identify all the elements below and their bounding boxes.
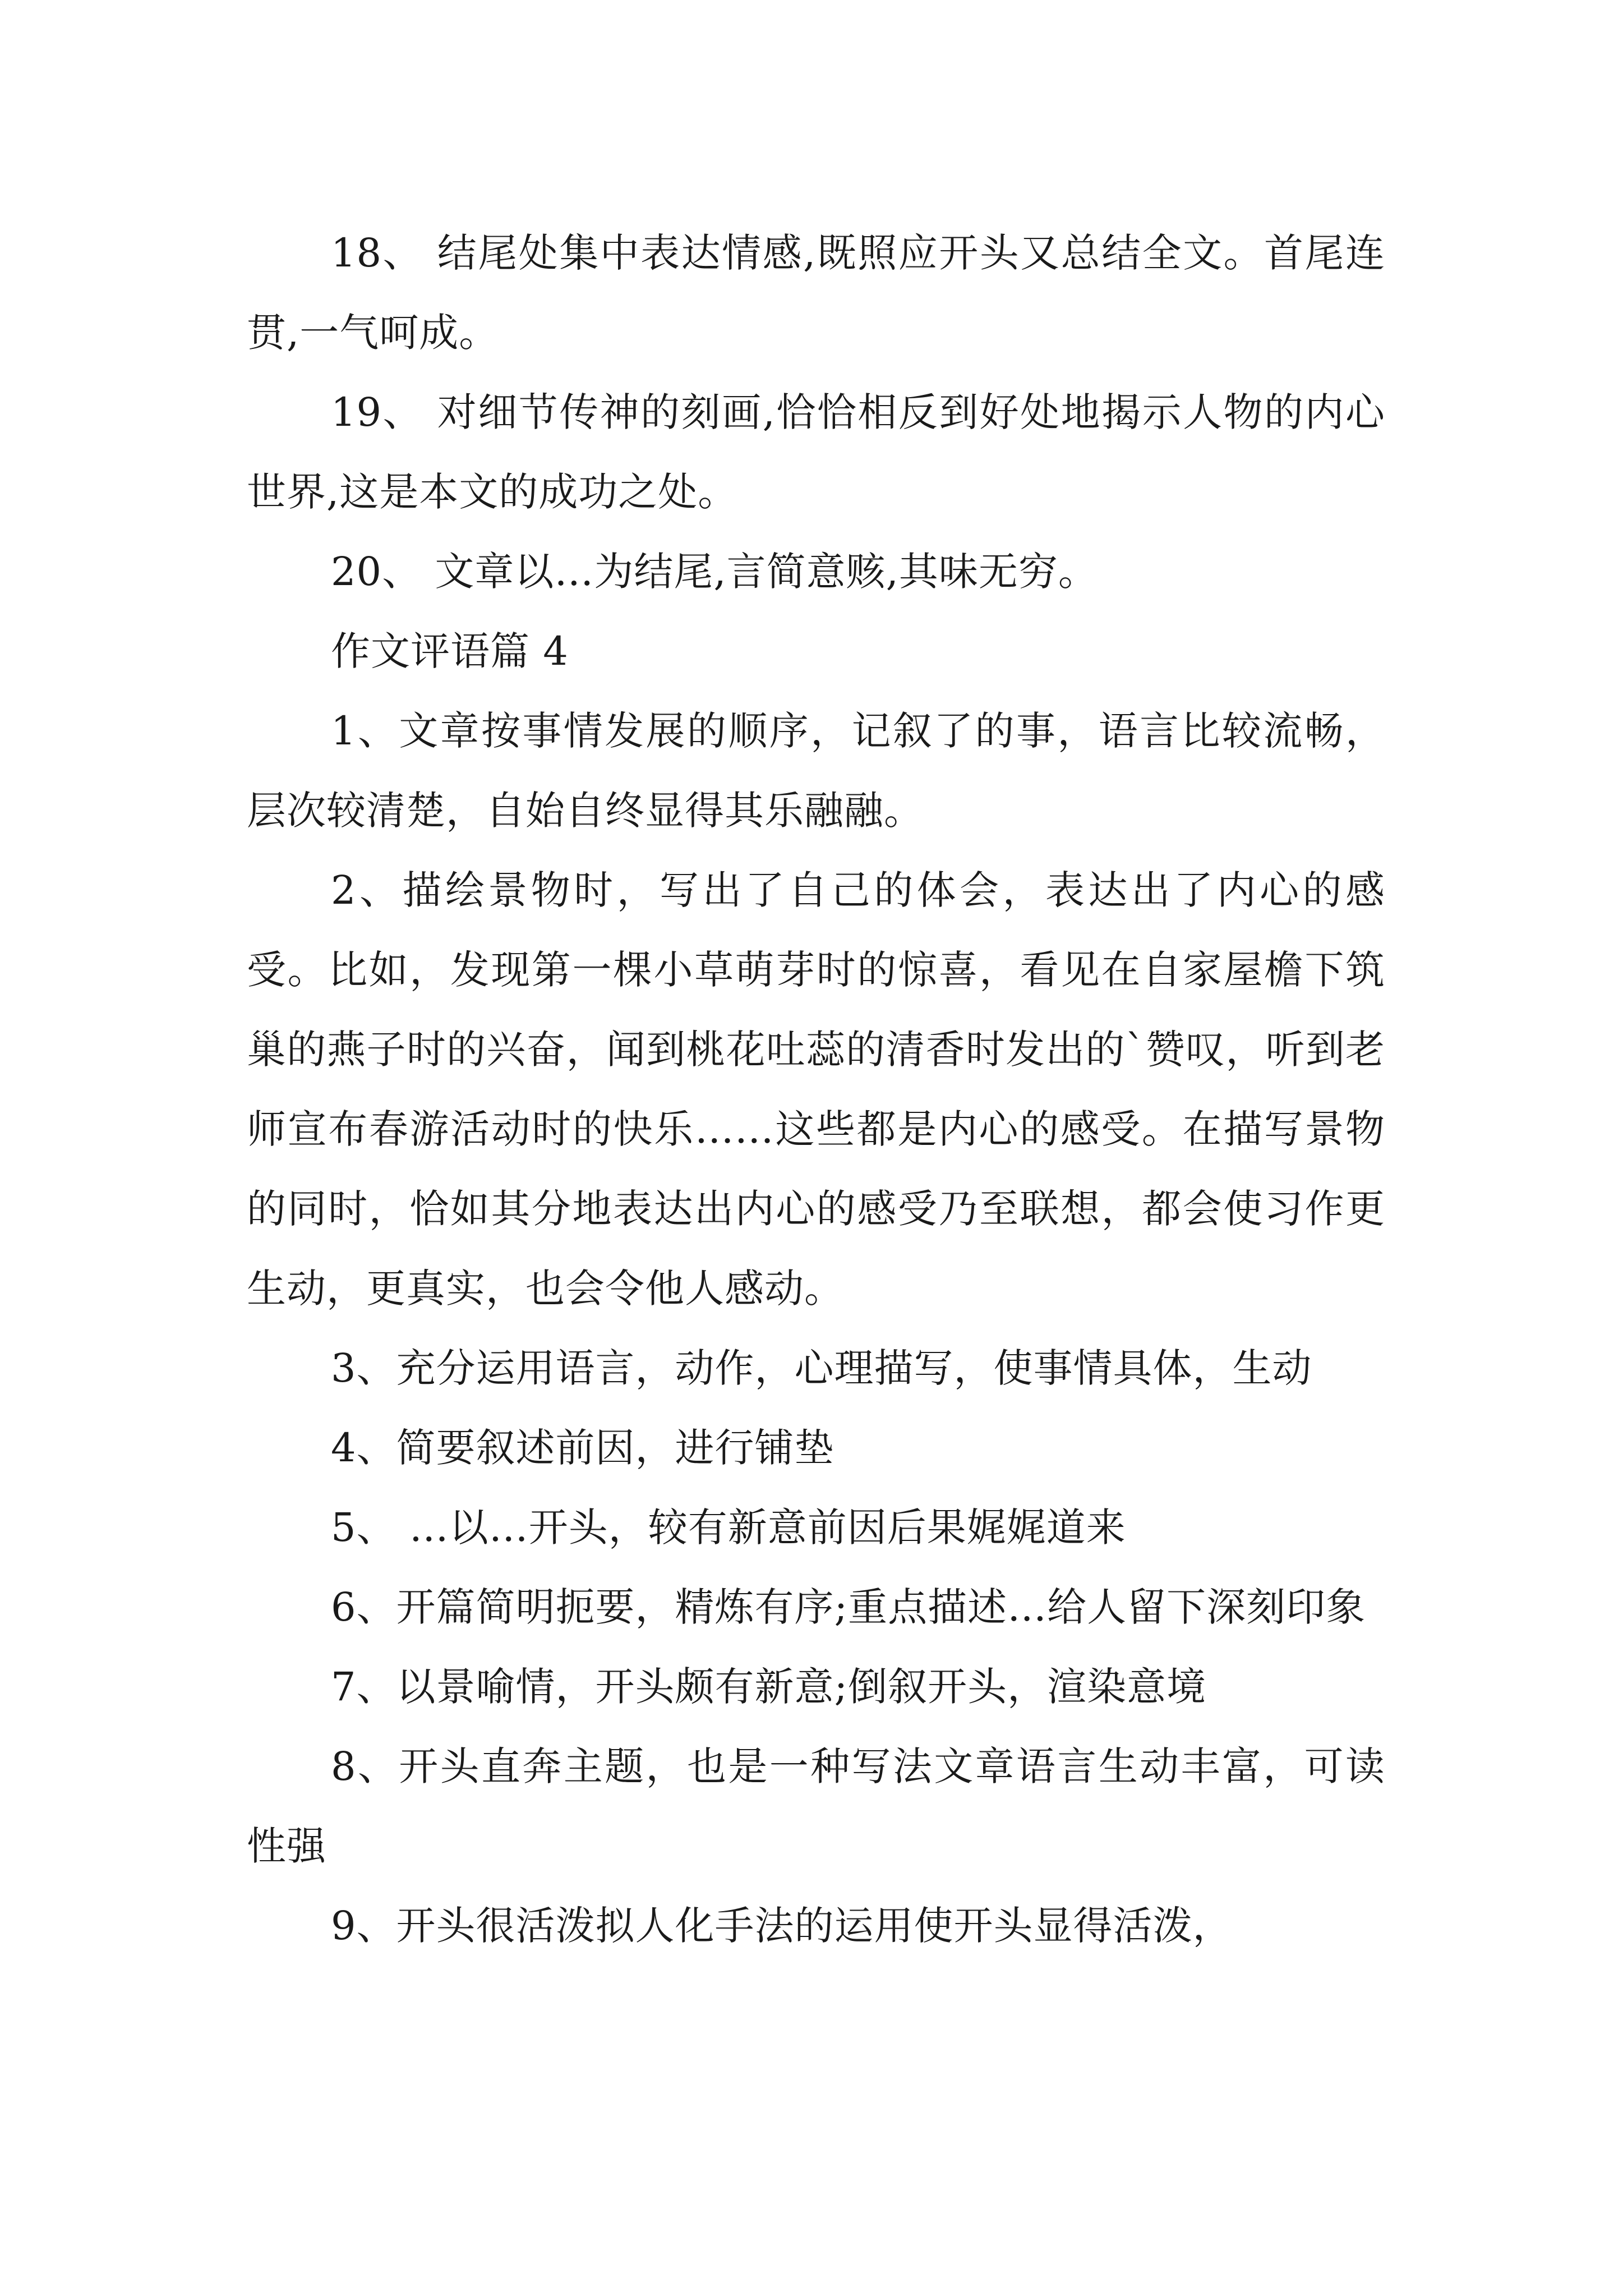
list-item-1: 1、文章按事情发展的顺序，记叙了的事，语言比较流畅，层次较清楚，自始自终显得其乐融融。 xyxy=(247,708,1385,834)
list-item-2: 2、描绘景物时，写出了自己的体会，表达出了内心的感受。比如，发现第一棵小草萌芽时的惊喜，看见在自家屋檐下筑巢的燕子时的兴奋，闻到桃花吐蕊的清香时发出的`赞叹，听到老师宣布春游活动时的快乐……这些都是内心的感受。在描写景物的同时，恰如其分地表达出内心的感受乃至联想，都会使习作更生动，更真实，也会令他人感动。 xyxy=(247,867,1385,1312)
list-item-4: 4、简要叙述前因，进行铺垫 xyxy=(331,1425,834,1471)
list-item-7: 7、以景喻情，开头颇有新意;倒叙开头，渲染意境 xyxy=(331,1664,1207,1710)
list-item-5: 5、 …以…开头，较有新意前因后果娓娓道来 xyxy=(331,1504,1126,1550)
list-item-6: 6、开篇简明扼要，精炼有序;重点描述…给人留下深刻印象 xyxy=(331,1584,1366,1630)
paragraph-19: 19、 对细节传神的刻画,恰恰相反到好处地揭示人物的内心世界,这是本文的成功之处。 xyxy=(247,389,1385,515)
paragraph-20: 20、 文章以…为结尾,言简意赅,其味无穷。 xyxy=(331,549,1098,595)
section-title: 作文评语篇 4 xyxy=(331,628,569,674)
list-item-8: 8、开头直奔主题，也是一种写法文章语言生动丰富，可读性强 xyxy=(247,1743,1385,1869)
list-item-9: 9、开头很活泼拟人化手法的运用使开头显得活泼， xyxy=(331,1903,1233,1949)
document-body xyxy=(247,213,1385,1966)
list-item-3: 3、充分运用语言，动作，心理描写，使事情具体，生动 xyxy=(331,1345,1312,1391)
paragraph-18: 18、 结尾处集中表达情感,既照应开头又总结全文。首尾连贯,一气呵成。 xyxy=(247,230,1385,356)
